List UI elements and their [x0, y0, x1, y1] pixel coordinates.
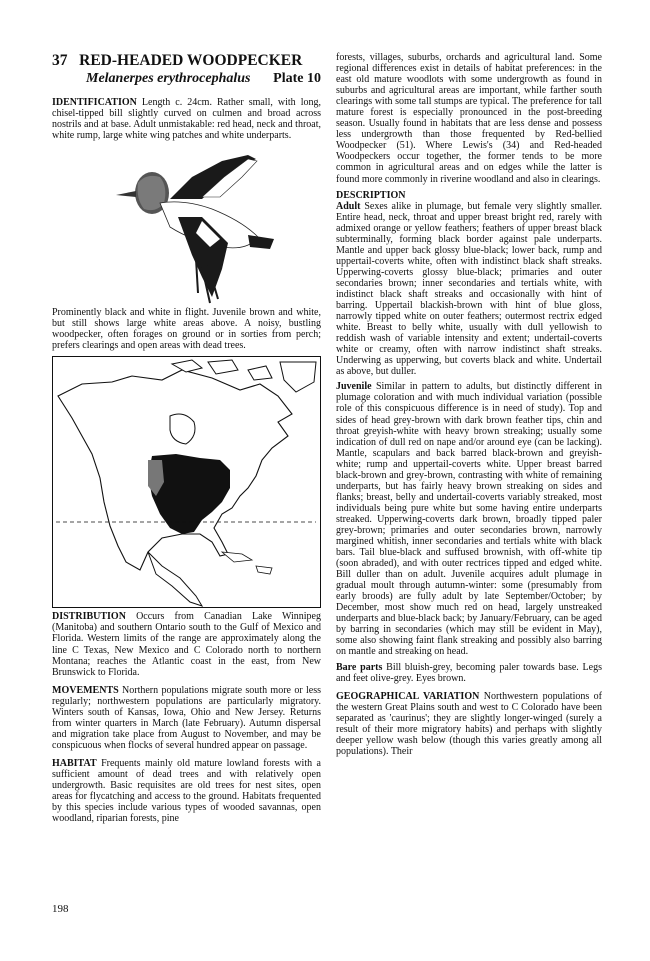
- habitat-continuation: forests, villages, suburbs, orchards and agricultural land. Some regional differences exist in details of habitat preferences: in the east old mature woodlots with some undergrowth as found in suburbs and agricultural areas are important, while farther south clearings with some tall stumps are typical. The preference for tall mature forest is especially pronounced in the post-breeding season. Usually found in habitats that are less dense and possess less undergrowth than those frequented by Red-bellied Woodpecker (51). Where Lewis's (34) and Red-headed Woodpeckers occur together, the former tends to be more common in agricultural areas and on edges while the latter is found more commonly in riverine woodland and also in clearings.: [336, 52, 602, 185]
- distribution-heading: DISTRIBUTION: [52, 611, 126, 623]
- geographical-variation-heading: GEOGRAPHICAL VARIATION: [336, 690, 480, 702]
- adult-paragraph: [336, 201, 602, 378]
- habitat-paragraph: [52, 758, 321, 824]
- habitat-heading: HABITAT: [52, 757, 97, 769]
- geographical-variation-paragraph: [336, 691, 602, 757]
- movements-paragraph: [52, 685, 321, 751]
- bird-illustration: [52, 147, 321, 307]
- distribution-paragraph: [52, 611, 321, 677]
- species-number: 37: [52, 52, 68, 69]
- description-heading: DESCRIPTION: [336, 189, 406, 201]
- juvenile-text: Similar in pattern to adults, but distinctly different in plumage coloration and with much individual variation (possible role of this conspicuous difference is in need of study). Top and sides of head grey-brown with dark brown feather tips, chin and throat greyish-white with heavy brown streaking; usually some indication of dull red on nape and/or around eye (can be lacking). Mantle, scapulars and back barred black-brown and greyish-white; rump and uppertail-coverts white. Upper breast barred black-brown and grey-brown, contrasting with white of remaining underparts, but has fairly heavy brown streaking on sides and flanks; breast, belly and undertail-coverts variably streaked, most individuals being pure white but some having entire underparts streaked. Upperwing-coverts dark brown, broadly tipped paler grey-brown; primaries and outer secondaries brown, narrowly margined whitish, inner secondaries and tertials white with black bars. Tail blue-black and suffused brownish, with off-white tip (soon abraded), and with outer rectrices tipped and edged white. Bill duller than on adult. Juvenile acquires adult plumage in gradual moult through autumn-winter: some (presumably from early broods) are fully adult by late September/October; by December, most show much red on head, largely unstreaked underparts and blue-black back; by January/February, can be aged by barring in secondaries (which may still be evident in May), some also showing faint flank streaking and possibly also barring on mantle and streaking on head.: [336, 381, 603, 658]
- bare-parts-paragraph: [336, 662, 602, 684]
- habitat-text: Frequents mainly old mature lowland forests with a sufficient amount of dead trees and with relatively open undergrowth. Basic requisites are old trees for nest sites, open areas for flycatching and access to the ground. Habitats frequented by this species include various types of wooded savannas, open woodland, riparian forests, pine: [52, 757, 321, 825]
- species-title: [52, 52, 321, 70]
- right-column: [336, 52, 602, 757]
- species-latin-name: Melanerpes erythrocephalus: [86, 71, 251, 86]
- identification-heading: IDENTIFICATION: [52, 97, 137, 108]
- bare-parts-text: Bill bluish-grey, becoming paler towards base. Legs and feet olive-grey. Eyes brown.: [336, 661, 602, 684]
- bare-parts-heading: Bare parts: [336, 661, 383, 673]
- distribution-text: Occurs from Canadian Lake Winnipeg (Manitoba) and southern Ontario south to the Gulf of Mexico and Florida. Western limits of the range are approximately along the line C Texas, New Mexico and C Colorado north to northern Montana; reaches the Atlantic coast in the east, from New Brunswick to Florida.: [52, 611, 321, 678]
- left-column: [52, 52, 321, 824]
- range-map-north-america: [52, 356, 321, 608]
- page-number: 198: [52, 903, 69, 915]
- adult-heading: Adult: [336, 200, 361, 212]
- plate-reference: Plate 10: [273, 71, 321, 86]
- juvenile-heading: Juvenile: [336, 381, 372, 393]
- species-subtitle: [52, 70, 321, 87]
- movements-heading: MOVEMENTS: [52, 684, 119, 696]
- identification-continuation: Prominently black and white in flight. Juvenile brown and white, but still shows large white areas above. A noisy, bustling woodpecker, often forages on ground or in sorties from perch; prefers clearings and open areas with dead trees.: [52, 307, 321, 352]
- woodpecker-flight-illustration-icon: [52, 147, 321, 307]
- identification-text: Length c. 24cm. Rather small, with long, chisel-tipped bill slightly curved on culmen and broad across nostrils and at base. Adult unmistakable: red head, neck and throat, white rump, large white wing patches and white underparts.: [52, 97, 322, 142]
- juvenile-paragraph: [336, 381, 602, 657]
- species-common-name: RED-HEADED WOODPECKER: [79, 52, 303, 69]
- adult-text: Sexes alike in plumage, but female very slightly smaller. Entire head, neck, throat and upper breast bright red, rarely with admixed orange or yellow feathers; feathers of upper breast black subterminally, forming black border against pale underparts. Mantle and upper back glossy blue-black; lower back, rump and uppertail-coverts white, often with indistinct black shaft streaks. Upperwing-coverts glossy blue-black; primaries and outer secondaries brown; inner secondaries and tertials white, with indistinct black shaft streaks and occasionally with hint of barring. Uppertail blackish-brown with hint of blue gloss, narrowly tipped white on outer feathers; outermost rectrix edged white. Breast to belly white, usually with dull yellowish to reddish wash of variable intensity and extent; undertail-coverts white or creamy, often with narrow indistinct shaft streaks. Underwing as upperwing, but coverts black and white. Undertail as above, but duller.: [336, 200, 602, 378]
- geographical-variation-text: Northwestern populations of the western Great Plains south and west to C Colorado have been separated as 'caurinus'; they are slightly longer-winged (surely a result of their more migratory habits) and perhaps with slightly deeper yellow wash below (though this varies greatly among all populations). Their: [336, 690, 602, 757]
- movements-text: Northern populations migrate south more or less regularly; northwestern populations are particularly migratory. Winters south of Kansas, Iowa, Ohio and New Jersey. Returns from winter quarters in March (late February). Autumn dispersal and migration take place from August to November, and may be conspicuous when flocks of several hundred appear on passage.: [52, 684, 321, 751]
- range-map: [52, 356, 321, 608]
- identification-paragraph: [52, 97, 321, 141]
